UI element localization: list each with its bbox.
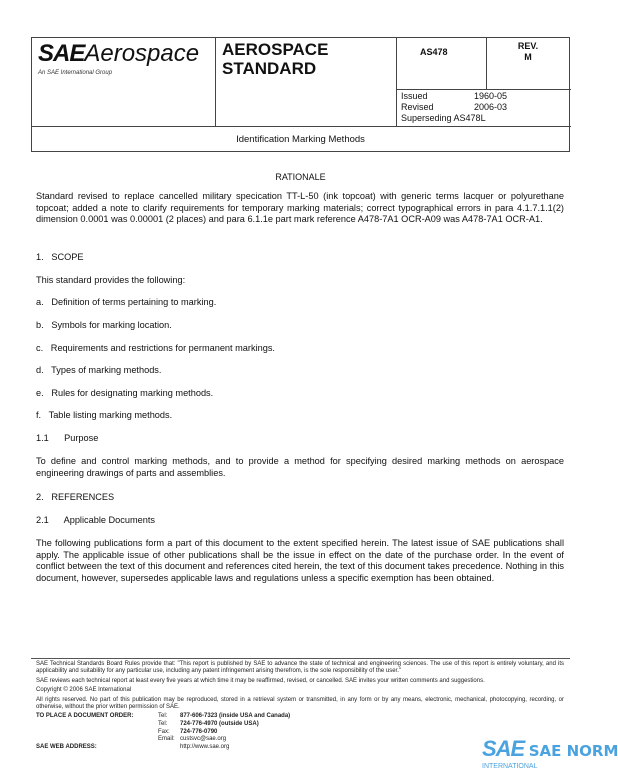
revised-value: 2006-03 <box>474 102 508 112</box>
web-link[interactable]: http://www.sae.org <box>180 743 230 750</box>
sae-norm-watermark <box>482 738 618 771</box>
scope-item: d. Types of marking methods. <box>36 365 162 375</box>
applicable-documents-heading: 2.1 Applicable Documents <box>36 515 155 525</box>
tel-inside: 877-606-7323 (inside USA and Canada) <box>180 713 291 720</box>
scope-item: a. Definition of terms pertaining to marking. <box>36 297 217 307</box>
scope-item: e. Rules for designating marking methods. <box>36 388 214 398</box>
footer-rules: SAE Technical Standards Board Rules provide that: "This report is published by SAE to advance the state of technical and engineering sciences. The use of this report is entirely voluntary, and its applicability and suitability for any particular use, including any patent infringement arising therefrom, is the sole responsibility of the user." <box>36 661 564 675</box>
issued-label: Issued <box>401 91 428 101</box>
revision: REV. M <box>517 41 539 62</box>
document-title: Identification Marking Methods <box>236 134 365 145</box>
sae-aerospace-logo: SAEAerospace <box>38 40 200 67</box>
tel-label: Tel: <box>158 721 168 728</box>
order-label: TO PLACE A DOCUMENT ORDER: <box>36 713 134 720</box>
scope-item: c. Requirements and restrictions for permanent markings. <box>36 343 275 353</box>
footer-copyright: Copyright © 2006 SAE International <box>36 687 132 694</box>
web-label: SAE WEB ADDRESS: <box>36 743 97 750</box>
issued-value: 1960-05 <box>474 91 508 101</box>
logo-subtitle: An SAE International Group <box>38 70 113 76</box>
document-type: AEROSPACE STANDARD <box>222 40 329 78</box>
watermark-text: SAE NORM <box>528 742 618 760</box>
scope-heading: 1. SCOPE <box>36 252 84 262</box>
email-link[interactable]: custsvc@sae.org <box>180 736 227 743</box>
superseding: Superseding AS478L <box>401 113 486 123</box>
rationale-text: Standard revised to replace cancelled military specication TT-L-50 (ink topcoat) with generic terms lacquer or polyurethane topcoat; added a note to clarify requirements for temporary marking materials; correct typographical errors in para 4.1.7.1.1(2) dimension 0.0001 was 0.00001 (2 places) and para 6.1.1e part mark reference A478-7A1 OCR-A09 was A478-7A1 OCR-A1. <box>36 191 564 225</box>
revised-label: Revised <box>401 102 434 112</box>
purpose-heading: 1.1 Purpose <box>36 433 99 443</box>
footer-review: SAE reviews each technical report at least every five years at which time it may be reaffirmed, revised, or cancelled. SAE invites your written comments and suggestions. <box>36 677 485 684</box>
watermark-mark: SAE <box>482 736 525 761</box>
tel-label: Tel: <box>158 713 168 720</box>
email-label: Email: <box>158 736 175 743</box>
scope-item: f. Table listing marking methods. <box>36 410 173 420</box>
rationale-heading: RATIONALE <box>275 172 326 182</box>
scope-intro: This standard provides the following: <box>36 275 186 285</box>
watermark-sub: INTERNATIONAL <box>482 763 538 770</box>
scope-item: b. Symbols for marking location. <box>36 320 172 330</box>
references-heading: 2. REFERENCES <box>36 492 115 502</box>
fax-label: Fax: <box>158 728 170 735</box>
fax-number: 724-776-0790 <box>180 728 218 735</box>
purpose-text: To define and control marking methods, and to provide a method for specifying desired marking methods on aerospace engineering drawings of parts and assemblies. <box>36 456 564 478</box>
tel-outside: 724-776-4970 (outside USA) <box>180 721 259 728</box>
applicable-documents-text: The following publications form a part of this document to the extent specified herein. The latest issue of SAE publications shall apply. The applicable issue of other publications shall be the issue in effect on the date of the purchase order. In the event of conflict between the text of this document and references cited herein, the text of this document takes precedence. Nothing in this document, however, supersedes applicable laws and regulations unless a specific exemption has been obtained. <box>36 538 564 583</box>
footer-rights: All rights reserved. No part of this publication may be reproduced, stored in a retrieval system or transmitted, in any form or by any means, electronic, mechanical, photocopying, recording, or otherwise, without the prior written permission of SAE. <box>36 696 564 711</box>
doc-number: AS478 <box>420 47 448 57</box>
footer-divider <box>31 658 570 659</box>
